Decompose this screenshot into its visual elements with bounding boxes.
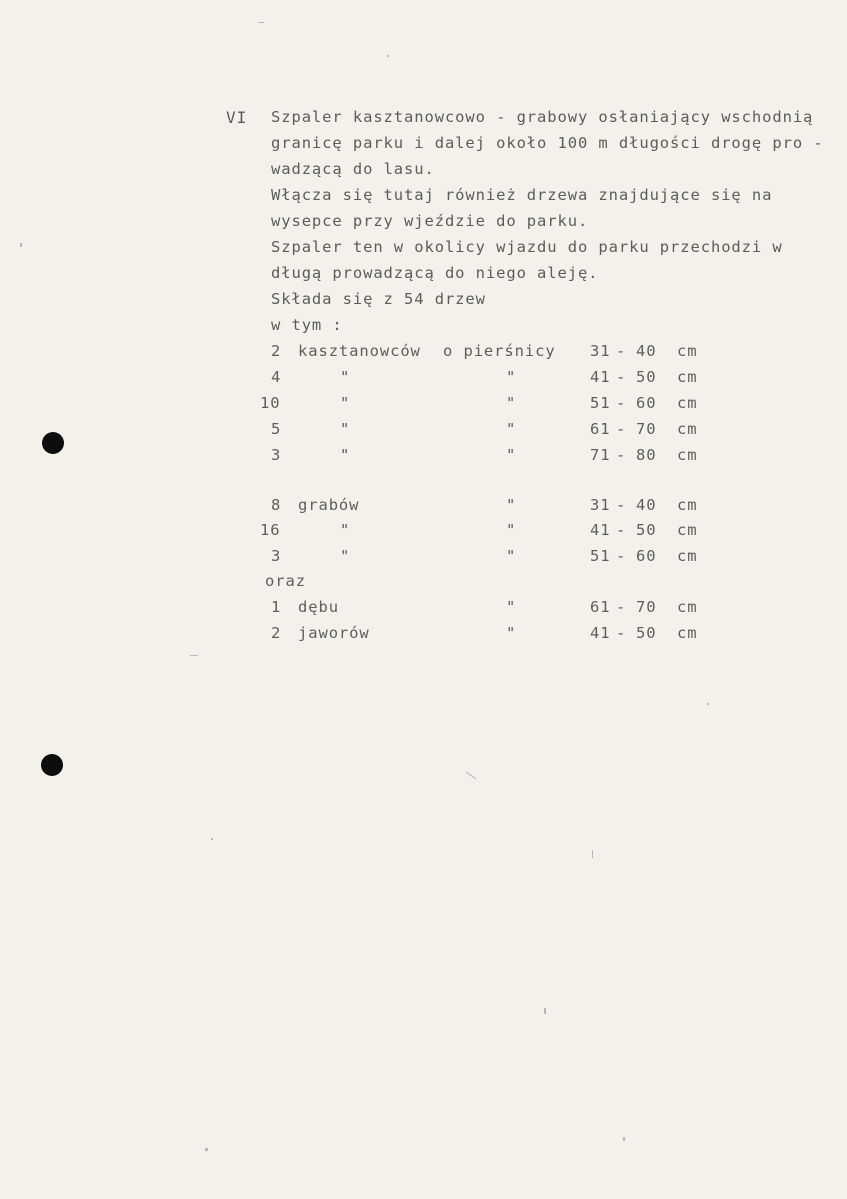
range-to: 70	[636, 420, 657, 438]
paragraph-line: Włącza się tutaj również drzewa znajdujące się na	[271, 186, 773, 204]
paragraph-line: Szpaler kasztanowcowo - grabowy osłaniający wschodnią	[271, 108, 814, 126]
tree-count: 2	[271, 624, 282, 642]
tree-measure: "	[506, 598, 517, 616]
unit: cm	[677, 624, 698, 642]
range-from: 71	[590, 446, 611, 464]
scan-speck	[623, 1137, 625, 1141]
range-dash: -	[616, 394, 627, 412]
unit: cm	[677, 496, 698, 514]
paragraph-line: Szpaler ten w okolicy wjazdu do parku przechodzi w	[271, 238, 783, 256]
tree-count: 10	[260, 394, 281, 412]
tree-species: "	[340, 420, 351, 438]
tree-measure: "	[506, 496, 517, 514]
tree-species: jaworów	[298, 624, 370, 642]
range-to: 40	[636, 342, 657, 360]
tree-measure: "	[506, 420, 517, 438]
range-dash: -	[616, 521, 627, 539]
tree-species: "	[340, 368, 351, 386]
range-to: 50	[636, 368, 657, 386]
scan-speck	[466, 772, 476, 780]
tree-measure: "	[506, 446, 517, 464]
tree-count: 4	[271, 368, 282, 386]
paragraph-line: wadzącą do lasu.	[271, 160, 435, 178]
range-from: 61	[590, 420, 611, 438]
scan-speck	[592, 850, 593, 858]
punch-hole-bottom	[41, 754, 63, 776]
scan-speck	[190, 655, 198, 656]
range-to: 60	[636, 394, 657, 412]
tree-species: "	[340, 521, 351, 539]
punch-hole-top	[42, 432, 64, 454]
range-to: 80	[636, 446, 657, 464]
unit: cm	[677, 446, 698, 464]
range-dash: -	[616, 368, 627, 386]
tree-measure: "	[506, 624, 517, 642]
range-from: 51	[590, 547, 611, 565]
scan-speck	[544, 1008, 546, 1014]
tree-species: "	[340, 547, 351, 565]
tree-count: 16	[260, 521, 281, 539]
unit: cm	[677, 394, 698, 412]
range-dash: -	[616, 624, 627, 642]
range-dash: -	[616, 420, 627, 438]
range-from: 31	[590, 496, 611, 514]
range-from: 41	[590, 624, 611, 642]
unit: cm	[677, 521, 698, 539]
range-to: 50	[636, 521, 657, 539]
range-from: 31	[590, 342, 611, 360]
scan-speck	[20, 243, 22, 247]
range-dash: -	[616, 496, 627, 514]
scan-speck	[258, 22, 264, 23]
section-number: VI	[226, 108, 248, 127]
range-from: 41	[590, 521, 611, 539]
tree-species: kasztanowców	[298, 342, 421, 360]
unit: cm	[677, 342, 698, 360]
unit: cm	[677, 368, 698, 386]
tree-measure: "	[506, 547, 517, 565]
unit: cm	[677, 420, 698, 438]
range-dash: -	[616, 598, 627, 616]
range-from: 51	[590, 394, 611, 412]
tree-count: 3	[271, 446, 282, 464]
range-to: 50	[636, 624, 657, 642]
tree-count: 1	[271, 598, 282, 616]
range-to: 60	[636, 547, 657, 565]
tree-species: "	[340, 394, 351, 412]
tree-count: 3	[271, 547, 282, 565]
tree-measure: "	[506, 394, 517, 412]
range-to: 70	[636, 598, 657, 616]
tree-count: 8	[271, 496, 282, 514]
range-dash: -	[616, 446, 627, 464]
tree-species: "	[340, 446, 351, 464]
paragraph-line: Składa się z 54 drzew	[271, 290, 486, 308]
tree-measure: o pierśnicy	[443, 342, 556, 360]
range-dash: -	[616, 547, 627, 565]
range-from: 61	[590, 598, 611, 616]
connector-word: oraz	[265, 572, 306, 590]
scan-speck	[707, 703, 709, 705]
paragraph-line: granicę parku i dalej około 100 m długości drogę pro -	[271, 134, 824, 152]
range-dash: -	[616, 342, 627, 360]
paragraph-line: w tym :	[271, 316, 343, 334]
scan-speck	[387, 55, 389, 57]
scan-speck	[211, 838, 213, 840]
unit: cm	[677, 547, 698, 565]
range-from: 41	[590, 368, 611, 386]
scan-speck	[205, 1148, 208, 1151]
unit: cm	[677, 598, 698, 616]
tree-species: grabów	[298, 496, 360, 514]
paragraph-line: długą prowadzącą do niego aleję.	[271, 264, 599, 282]
tree-count: 5	[271, 420, 282, 438]
tree-measure: "	[506, 368, 517, 386]
tree-measure: "	[506, 521, 517, 539]
range-to: 40	[636, 496, 657, 514]
tree-species: dębu	[298, 598, 339, 616]
tree-count: 2	[271, 342, 282, 360]
paragraph-line: wysepce przy wjeździe do parku.	[271, 212, 589, 230]
